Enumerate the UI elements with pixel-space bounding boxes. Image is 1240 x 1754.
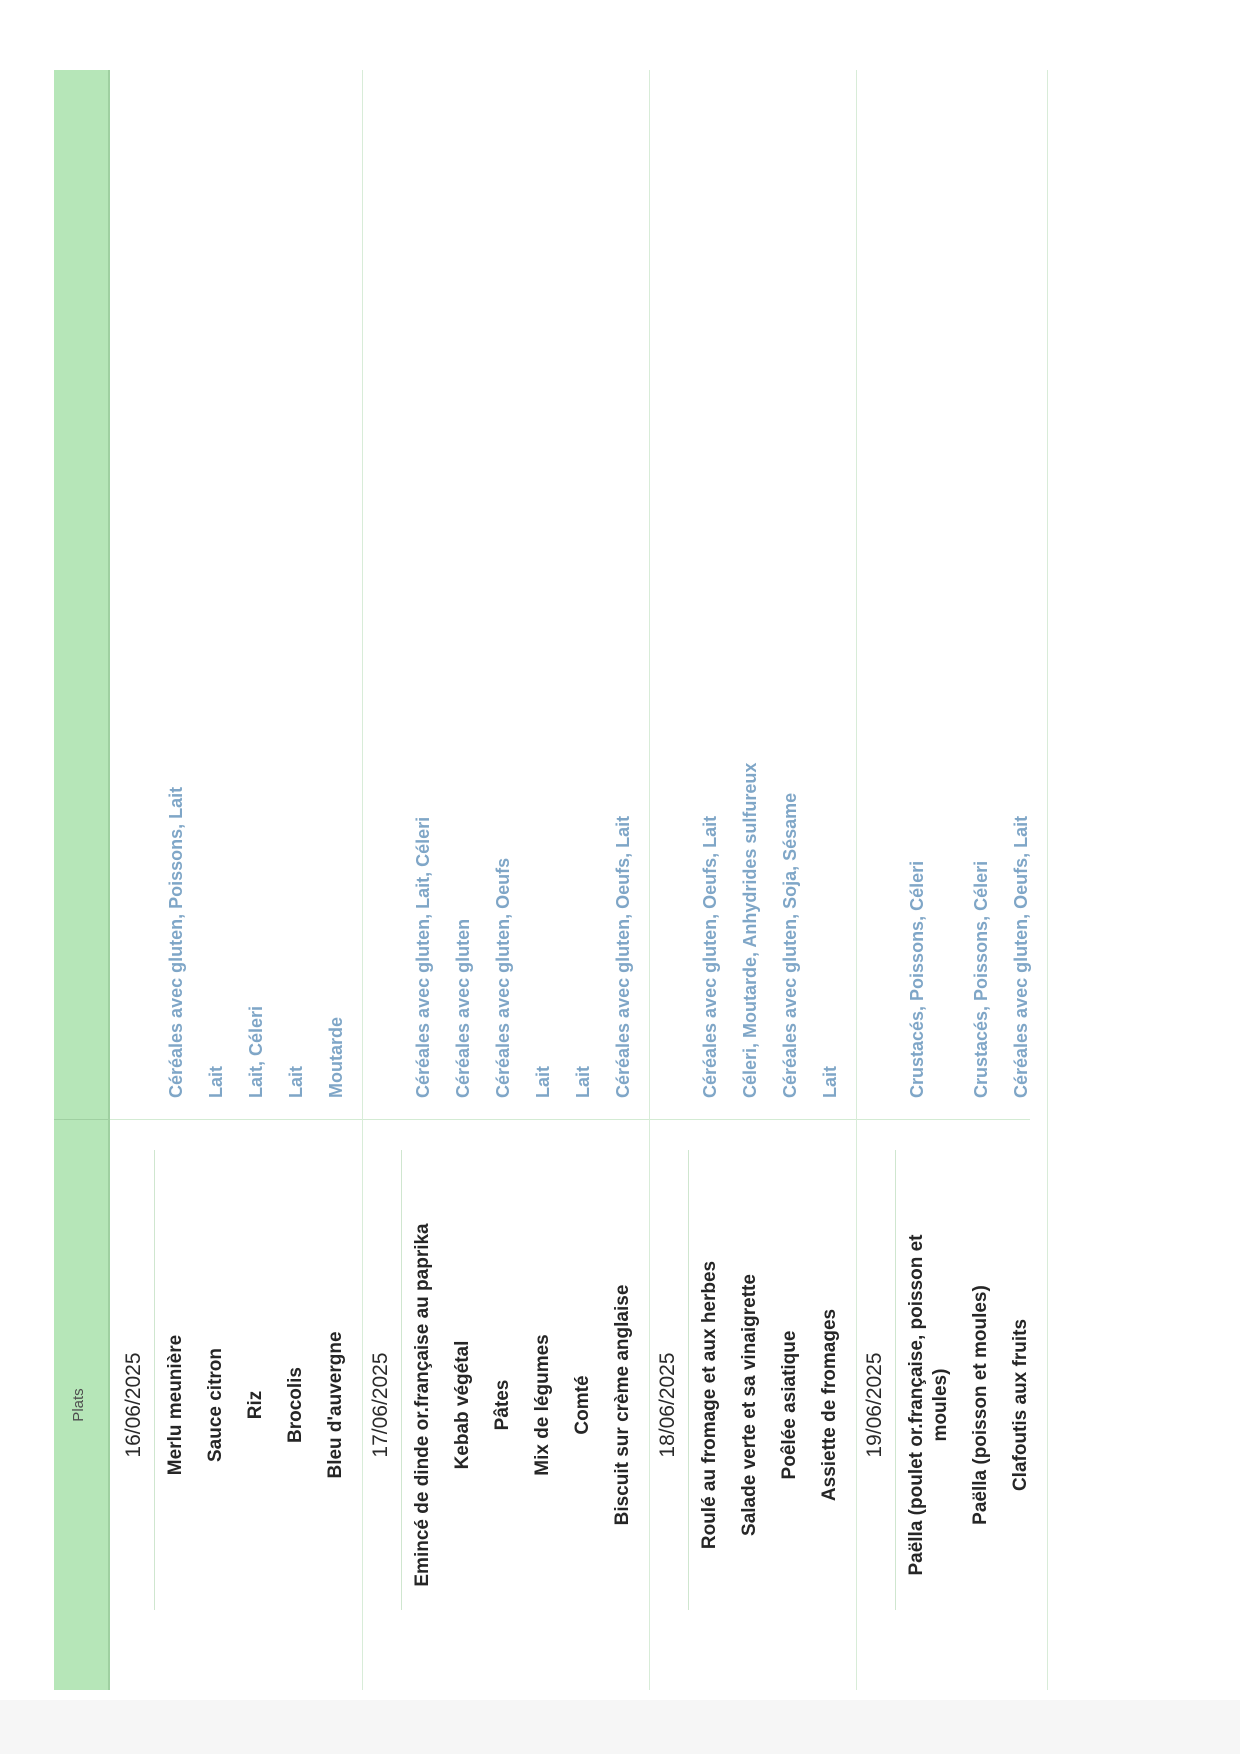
table-row [316,70,356,1690]
dish-name: Brocolis [285,1366,306,1444]
allergen-list: Céréales avec gluten, Oeufs [493,857,513,1098]
allergen-list: Céréales avec gluten, Oeufs, Lait [700,815,720,1098]
table-row [730,70,770,1690]
dish-name: Salade verte et sa vinaigrette [739,1274,760,1536]
table-row [897,70,961,1690]
allergen-list: Céréales avec gluten, Oeufs, Lait [1011,815,1031,1098]
table-row [690,70,730,1690]
dish-name: Biscuit sur crème anglaise [612,1284,633,1526]
allergen-list: Céréales avec gluten, Lait, Céleri [413,816,433,1098]
table-row [1001,70,1041,1690]
allergen-list: Moutarde [326,1017,346,1098]
dish-name: Roulé au fromage et aux herbes [699,1260,720,1550]
table-row [196,70,236,1690]
allergen-list: Lait [820,1065,840,1098]
table-row [443,70,483,1690]
allergen-list: Lait [206,1065,226,1098]
table-row [810,70,850,1690]
date-label: 19/06/2025 [863,1120,887,1690]
day-block [116,70,363,1690]
table-row [403,70,443,1690]
dish-name: Comté [572,1375,593,1435]
allergen-list: Céleri, Moutarde, Anhydrides sulfureux [740,762,760,1098]
day-block [363,70,650,1690]
dish-name: Paëlla (poisson et moules) [970,1285,991,1525]
dish-name: Paëlla (poulet or.française, poisson et moules) [906,1234,951,1576]
allergen-list: Céréales avec gluten [453,918,473,1098]
dish-name: Poêlée asiatique [779,1330,800,1480]
date-rule [688,1150,689,1610]
table-row [236,70,276,1690]
header-plats: Plats [70,1388,87,1422]
allergen-list: Lait [286,1065,306,1098]
date-row [650,70,690,1690]
table-row [770,70,810,1690]
date-row [116,70,156,1690]
date-rule [895,1150,896,1610]
dish-name: Clafoutis aux fruits [1010,1318,1031,1492]
table-row [603,70,643,1690]
date-row [363,70,403,1690]
date-rule [401,1150,402,1610]
day-block [857,70,1048,1690]
allergen-list: Lait [573,1065,593,1098]
table-row [563,70,603,1690]
allergen-list: Céréales avec gluten, Soja, Sésame [780,792,800,1098]
allergen-list: Céréales avec gluten, Oeufs, Lait [613,815,633,1098]
dish-name: Mix de légumes [532,1334,553,1476]
table-row [156,70,196,1690]
date-rule [154,1150,155,1610]
dish-name: Merlu meunière [165,1334,186,1476]
table-body [116,70,1048,1690]
date-row [857,70,897,1690]
table-header [54,70,108,1690]
dish-name: Assiette de fromages [819,1308,840,1502]
allergen-list: Céréales avec gluten, Poissons, Lait [166,786,186,1098]
table-row [961,70,1001,1690]
page-bottom-shade [0,1700,1240,1754]
allergen-list: Crustacés, Poissons, Céleri [971,860,991,1098]
allergen-list: Lait, Céleri [246,1005,266,1098]
dish-name: Bleu d'auvergne [325,1331,346,1479]
dish-name: Riz [245,1390,266,1420]
dish-name: Sauce citron [205,1347,226,1463]
table-row [523,70,563,1690]
header-divider [54,1119,108,1120]
allergen-list: Lait [533,1065,553,1098]
allergen-table [54,70,1094,1690]
table-row [276,70,316,1690]
date-label: 16/06/2025 [122,1120,146,1690]
dish-name: Emincé de dinde or.française au paprika [412,1223,433,1587]
day-block [650,70,857,1690]
allergen-list: Crustacés, Poissons, Céleri [907,860,927,1098]
date-label: 17/06/2025 [369,1120,393,1690]
dish-name: Kebab végétal [452,1340,473,1470]
date-label: 18/06/2025 [656,1120,680,1690]
header-rule [108,70,110,1690]
dish-name: Pâtes [492,1379,513,1431]
table-row [483,70,523,1690]
